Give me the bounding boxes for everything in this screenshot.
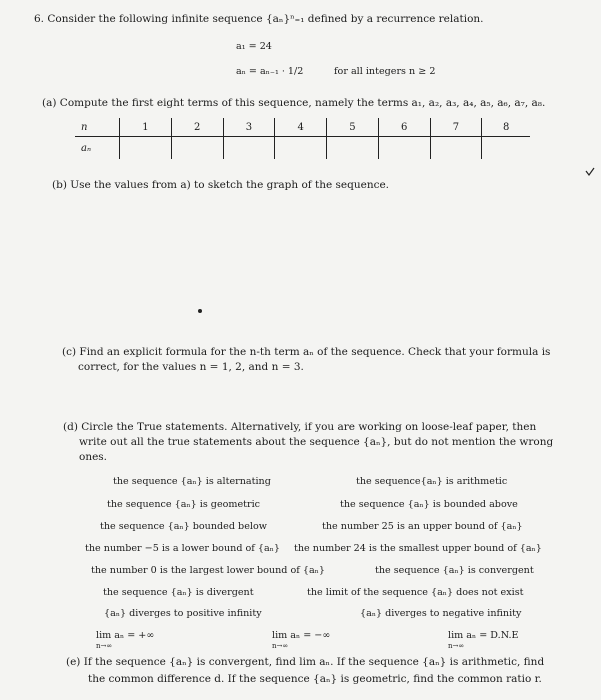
limit-option-minus-infinity[interactable]: lim aₙ = −∞ [272, 630, 331, 641]
table-cell: 5 [327, 118, 379, 137]
table-cell: 6 [378, 118, 430, 137]
statement-option[interactable]: the number −5 is a lower bound of {aₙ} [85, 543, 280, 554]
statement-option[interactable]: the limit of the sequence {aₙ} does not exist [307, 587, 524, 598]
statement-option[interactable]: the sequence {aₙ} is bounded above [340, 499, 518, 510]
problem-intro: 6. Consider the following infinite sequence {aₙ}ⁿ₌₁ defined by a recurrence relation. [34, 13, 484, 25]
part-a-text: (a) Compute the first eight terms of this sequence, namely the terms a₁, a₂, a₃, a₄, a₅, a₆, a₇, a₈. [42, 97, 546, 109]
table-cell-empty[interactable] [120, 137, 172, 160]
table-cell-empty[interactable] [378, 137, 430, 160]
part-d-line2: write out all the true statements about the sequence {aₙ}, but do not mention the wrong [79, 436, 554, 448]
statement-option[interactable]: the number 0 is the largest lower bound of {aₙ} [91, 565, 325, 576]
statement-option[interactable]: {aₙ} diverges to positive infinity [104, 608, 262, 619]
statement-option[interactable]: the sequence {aₙ} is convergent [375, 565, 534, 576]
statement-option[interactable]: the sequence{aₙ} is arithmetic [356, 476, 508, 487]
statement-option[interactable]: the sequence {aₙ} is alternating [113, 476, 271, 487]
limit-option-plus-infinity[interactable]: lim aₙ = +∞ [96, 630, 155, 641]
recurrence-formula: aₙ = aₙ₋₁ · 1/2 [236, 66, 304, 77]
part-c-line2: correct, for the values n = 1, 2, and n = 3. [78, 361, 304, 373]
statement-option[interactable]: the sequence {aₙ} bounded below [100, 521, 267, 532]
table-cell-empty[interactable] [430, 137, 482, 160]
statement-option[interactable]: the number 25 is an upper bound of {aₙ} [322, 521, 523, 532]
statement-option[interactable]: the number 24 is the smallest upper bound of {aₙ} [294, 543, 542, 554]
sequence-table [75, 118, 530, 159]
limit-subscript: n→∞ [96, 642, 113, 650]
table-cell-empty[interactable] [275, 137, 327, 160]
table-cell-empty[interactable] [223, 137, 275, 160]
table-cell-empty[interactable] [482, 137, 530, 160]
part-e-line2: the common difference d. If the sequence {aₙ} is geometric, find the common ratio r. [88, 673, 542, 685]
row-label-an: aₙ [81, 142, 92, 154]
statement-option[interactable]: the sequence {aₙ} is divergent [103, 587, 254, 598]
dot-mark [198, 309, 202, 313]
statement-option[interactable]: {aₙ} diverges to negative infinity [360, 608, 522, 619]
table-cell: 7 [430, 118, 482, 137]
table-cell-empty[interactable] [171, 137, 223, 160]
part-e-line1: (e) If the sequence {aₙ} is convergent, find lim aₙ. If the sequence {aₙ} is arithmetic, find [66, 656, 545, 668]
table-cell: 2 [171, 118, 223, 137]
table-cell-empty[interactable] [327, 137, 379, 160]
part-b-text: (b) Use the values from a) to sketch the graph of the sequence. [52, 179, 390, 191]
limit-subscript: n→∞ [272, 642, 289, 650]
table-cell: 3 [223, 118, 275, 137]
recurrence-condition: for all integers n ≥ 2 [334, 66, 436, 77]
table-cell: 1 [120, 118, 172, 137]
table-cell: 8 [482, 118, 530, 137]
limit-option-dne[interactable]: lim aₙ = D.N.E [448, 630, 519, 641]
check-mark-icon [585, 167, 595, 177]
initial-term: a₁ = 24 [236, 41, 272, 52]
part-d-line1: (d) Circle the True statements. Alternatively, if you are working on loose-leaf paper, then [63, 421, 537, 433]
table-cell: 4 [275, 118, 327, 137]
table-row-an [75, 137, 530, 160]
row-label-n: n [75, 118, 120, 137]
part-d-line3: ones. [79, 451, 108, 463]
limit-subscript: n→∞ [448, 642, 465, 650]
statement-option[interactable]: the sequence {aₙ} is geometric [107, 499, 261, 510]
part-c-line1: (c) Find an explicit formula for the n-th term aₙ of the sequence. Check that your formula is [62, 346, 551, 358]
table-row-n [75, 118, 530, 137]
